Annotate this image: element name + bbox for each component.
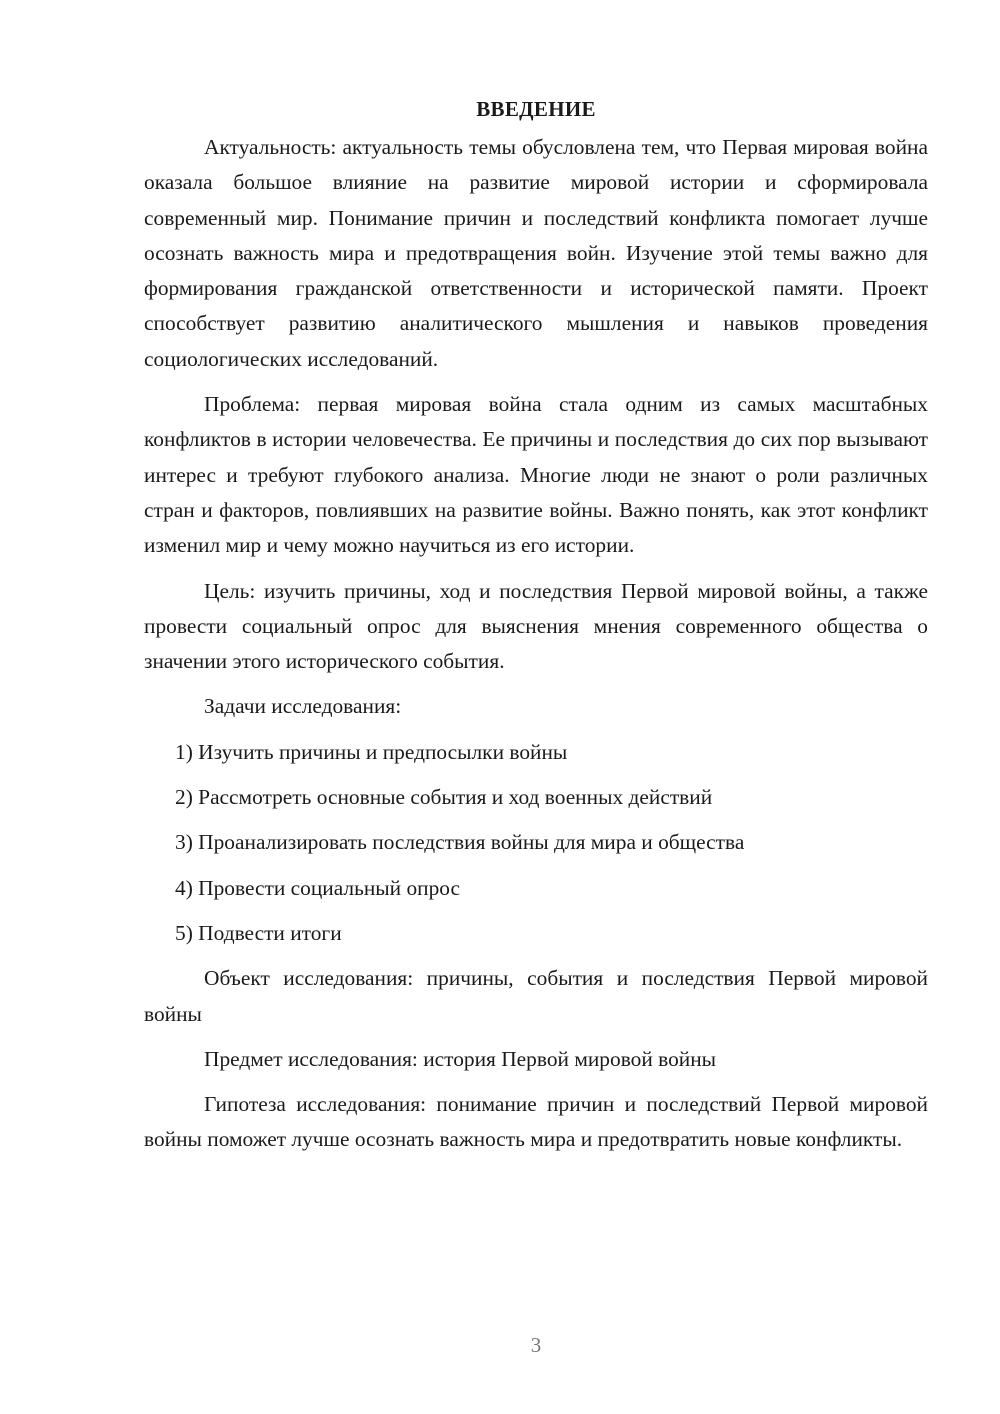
page-title: ВВЕДЕНИЕ xyxy=(476,97,596,121)
paragraph-object: Объект исследования: причины, события и последствия Первой мировой войны xyxy=(144,966,928,1026)
page-number: 3 xyxy=(530,1333,542,1357)
paragraph-relevance: Актуальность: актуальность темы обусловлена тем, что Первая мировая война оказала большое влияние на развитие мировой истории и сформировала современный мир. Понимание причин и последствий конфликта помогает лучше осознать важность мира и предотвращения войн. Изучение этой темы важно для формирования гражданской ответственности и исторической памяти. Проект способствует развитию аналитического мышления и навыков проведения социологических исследований. xyxy=(144,135,928,371)
paragraph-goal: Цель: изучить причины, ход и последствия Первой мировой войны, а также провести социальный опрос для выяснения мнения современного общества о значении этого исторического события. xyxy=(144,578,928,674)
paragraph-tasks-heading: Задачи исследования: xyxy=(204,694,402,719)
paragraph-hypothesis: Гипотеза исследования: понимание причин и последствий Первой мировой войны поможет лучше осознать важность мира и предотвратить новые конфликты. xyxy=(144,1092,928,1152)
task-item: 3) Проанализировать последствия войны для мира и общества xyxy=(175,830,745,855)
task-item: 4) Провести социальный опрос xyxy=(175,875,461,900)
task-item: 2) Рассмотреть основные события и ход военных действий xyxy=(175,785,713,810)
page-content xyxy=(144,92,928,1168)
paragraph-problem: Проблема: первая мировая война стала одним из самых масштабных конфликтов в истории человечества. Ее причины и последствия до сих пор вызывают интерес и требуют глубокого анализа. Многие люди не знают о роли различных стран и факторов, повлиявших на развитие войны. Важно понять, как этот конфликт изменил мир и чему можно научиться из его истории. xyxy=(144,392,928,558)
task-item: 5) Подвести итоги xyxy=(175,920,342,945)
task-item: 1) Изучить причины и предпосылки войны xyxy=(175,739,568,764)
task-list xyxy=(144,735,928,951)
paragraph-subject: Предмет исследования: история Первой мировой войны xyxy=(204,1046,717,1071)
